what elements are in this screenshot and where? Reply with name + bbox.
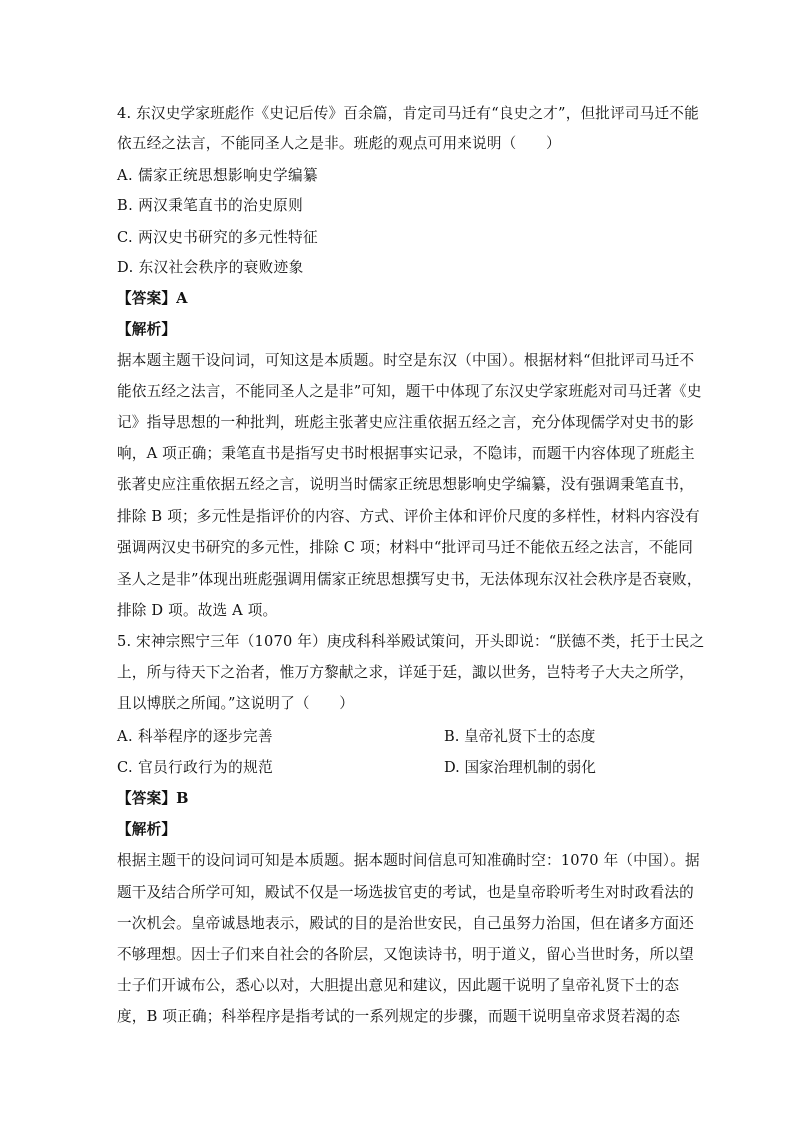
q4-option-c: C. 两汉史书研究的多元性特征 (117, 229, 319, 246)
q4-analysis-line-5: 张著史应注重依据五经之言，说明当时儒家正统思想影响史学编纂，没有强调秉笔直书， (117, 476, 694, 493)
q5-analysis-line-5: 士子们开诚布公，悉心以对，大胆提出意见和建议，因此题干说明了皇帝礼贤下士的态 (117, 977, 680, 994)
q4-answer: 【答案】A (117, 290, 188, 307)
q4-option-d: D. 东汉社会秩序的衰败迹象 (117, 259, 304, 276)
q4-analysis-line-8: 圣人之是非”体现出班彪强调用儒家正统思想撰写史书，无法体现东汉社会秩序是否衰败， (117, 571, 702, 588)
q5-analysis-line-3: 一次机会。皇帝诚恳地表示，殿试的目的是治世安民，自己虽努力治国，但在诸多方面还 (117, 915, 694, 932)
q4-analysis-line-4: 响，A 项正确；秉笔直书是指写史书时根据事实记录，不隐讳，而题干内容体现了班彪主 (117, 445, 695, 462)
q4-stem-line-1: 4. 东汉史学家班彪作《史记后传》百余篇，肯定司马迁有“良史之才”，但批评司马迁不能 (117, 105, 699, 122)
q4-analysis-line-9: 排除 D 项。故选 A 项。 (117, 602, 278, 619)
q4-analysis-line-3: 记》指导思想的一种批判，班彪主张著史应注重依据五经之言，充分体现儒学对史书的影 (117, 414, 694, 431)
q5-analysis-label: 【解析】 (117, 821, 177, 838)
q4-analysis-line-6: 排除 B 项；多元性是指评价的内容、方式、评价主体和评价尺度的多样性，材料内容没有 (117, 508, 700, 525)
q5-analysis-line-6: 度，B 项正确；科举程序是指考试的一系列规定的步骤，而题干说明皇帝求贤若渴的态 (117, 1008, 681, 1025)
q5-stem-line-1: 5. 宋神宗熙宁三年（1070 年）庚戌科科举殿试策问，开头即说：“朕德不类，托于士民之 (117, 633, 705, 650)
q4-option-b: B. 两汉秉笔直书的治史原则 (117, 197, 304, 214)
q5-analysis-line-4: 不够理想。因士子们来自社会的各阶层，又饱读诗书，明于道义，留心当世时务，所以望 (117, 946, 694, 963)
q5-option-a: A. 科举程序的逐步完善 (117, 728, 273, 745)
q5-option-d: D. 国家治理机制的弱化 (444, 759, 596, 776)
q4-analysis-line-7: 强调两汉史书研究的多元性，排除 C 项；材料中“批评司马迁不能依五经之法言，不能同 (117, 539, 694, 556)
q4-analysis-label: 【解析】 (117, 321, 177, 338)
q5-stem-line-3: 且以博朕之所闻。”这说明了（ ） (117, 695, 355, 712)
q4-analysis-line-2: 能依五经之法言，不能同圣人之是非”可知，题干中体现了东汉史学家班彪对司马迁著《史 (117, 383, 702, 400)
q4-stem-line-2: 依五经之法言，不能同圣人之是非。班彪的观点可用来说明（ ） (117, 135, 561, 152)
q5-analysis-line-2: 题干及结合所学可知，殿试不仅是一场选拔官吏的考试，也是皇帝聆听考生对时政看法的 (117, 884, 694, 901)
q4-option-a: A. 儒家正统思想影响史学编纂 (117, 167, 318, 184)
q5-option-c: C. 官员行政行为的规范 (117, 759, 274, 776)
q5-answer: 【答案】B (117, 790, 189, 807)
q4-analysis-line-1: 据本题主题干设问词，可知这是本质题。时空是东汉（中国）。根据材料“但批评司马迁不 (117, 352, 695, 369)
q5-analysis-line-1: 根据主题干的设问词可知是本质题。据本题时间信息可知准确时空：1070 年（中国）。据 (117, 852, 700, 869)
q5-option-b: B. 皇帝礼贤下士的态度 (444, 728, 596, 745)
q5-stem-line-2: 上，所与待天下之治者，惟万方黎献之求，详延于廷，諏以世务，岂特考子大夫之所学， (117, 664, 694, 681)
